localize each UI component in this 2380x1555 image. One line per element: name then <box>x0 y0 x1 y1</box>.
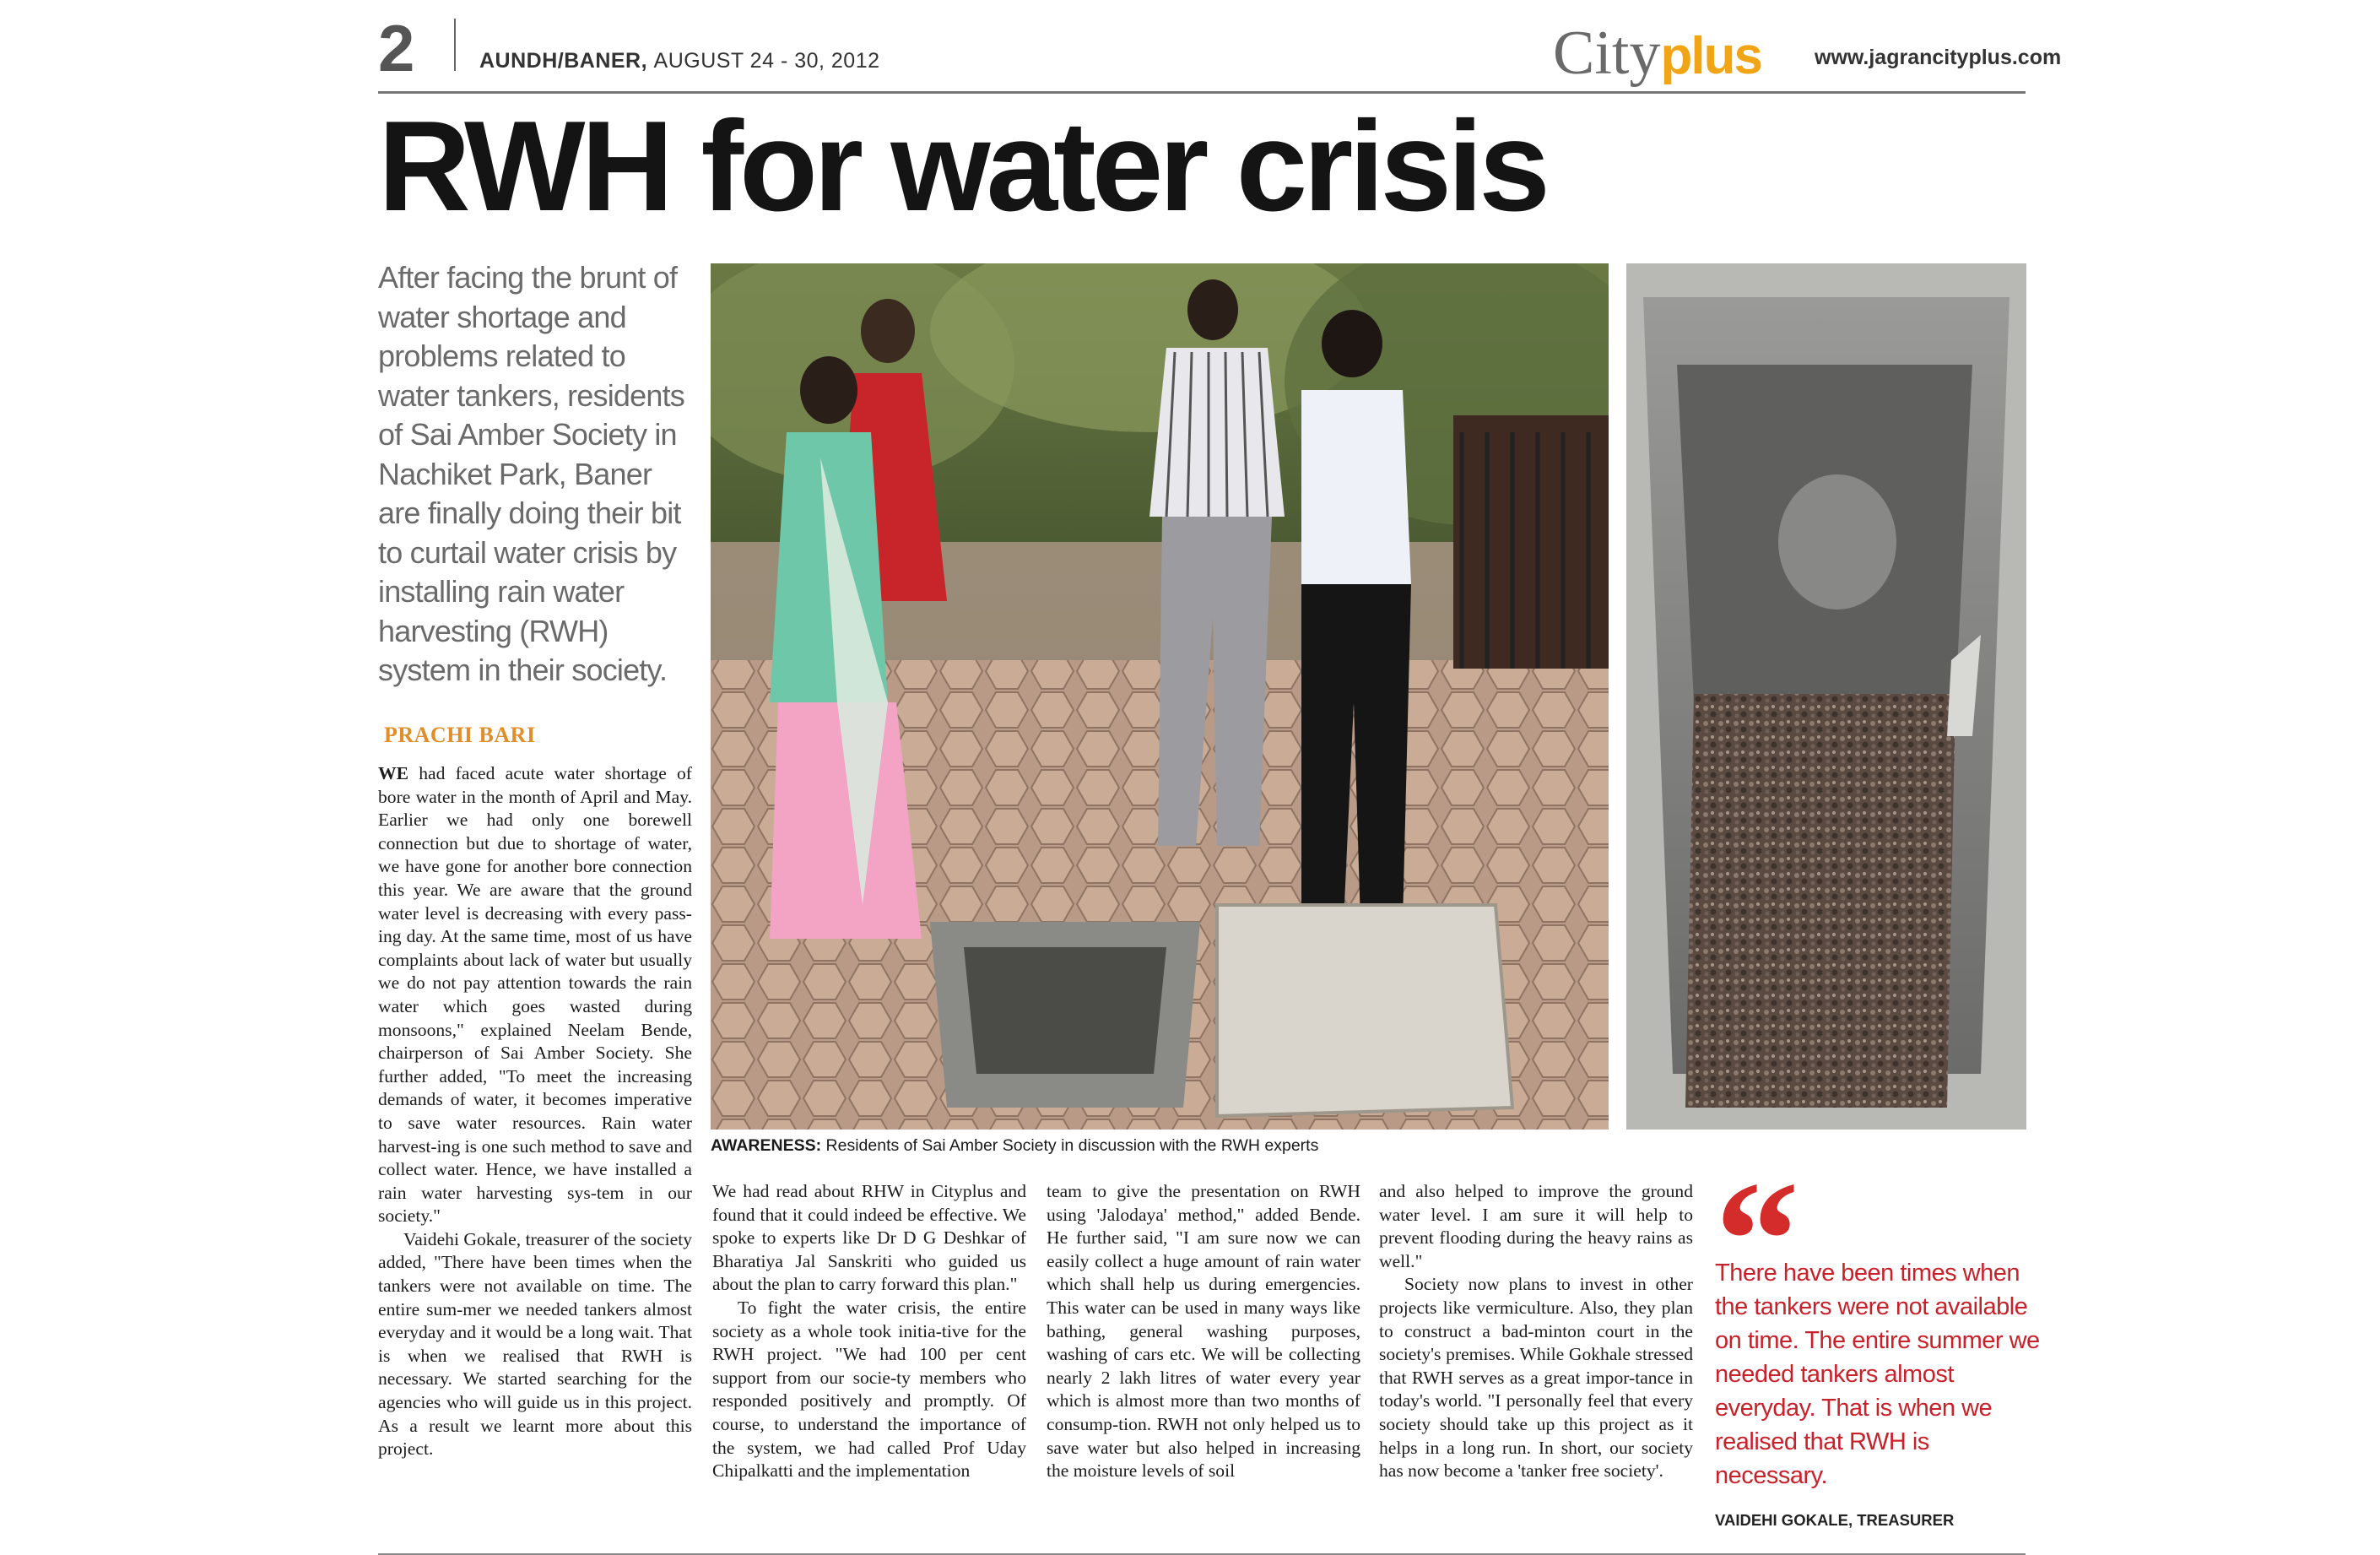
pull-quote-attribution: VAIDEHI GOKALE, TREASURER <box>1715 1511 1955 1529</box>
pull-quote: There have been times when the tankers were not available on time. The entire summer we needed tankers almost everyday. That is when we realised that RWH is necessary. <box>1715 1260 2040 1489</box>
paragraph <box>378 762 692 1228</box>
cityplus-logo <box>1553 19 1761 88</box>
paragraph: team to give the presentation on RWH using 'Jalodaya' method," added Bende. He further said, "I am sure now we can easily collect a huge amount of rain water which shall help us during emergencies. This water can be used in many ways like bathing, general washing purposes, washing of cars etc. We will be collecting nearly 2 lakh litres of water every year which is almost more than two months of consump-tion. RWH not only helped us to save water but also helped in increasing the moisture levels of soil <box>1047 1181 1360 1482</box>
main-photo <box>711 263 1609 1130</box>
page-number: 2 <box>378 11 415 85</box>
body-column-3 <box>1047 1180 1360 1483</box>
paragraph: We had read about RHW in Cityplus and found that it could indeed be effective. We spoke to experts like Dr D G Deshkar of Bharatiya Jal Sanskriti who guided us about the plan to carry forward this plan." <box>712 1181 1026 1295</box>
quote-mark-icon: “ <box>1715 1147 1799 1334</box>
headline: RWH for water crisis <box>378 95 1546 238</box>
website-url: www.jagrancityplus.com <box>1815 46 2062 69</box>
masthead-divider <box>454 19 456 71</box>
paragraph: and also helped to improve the ground water level. I am sure it will help to prevent flooding during the heavy rains as well." <box>1379 1181 1693 1271</box>
body-column-2 <box>712 1180 1026 1483</box>
edition-name: AUNDH/BANER, <box>479 49 648 73</box>
caption-text: Residents of Sai Amber Society in discussion with the RWH experts <box>825 1136 1319 1155</box>
edition-dateline <box>479 49 880 73</box>
paragraph: Vaidehi Gokale, treasurer of the society added, "There have been times when the tankers were not available on time. The entire sum-mer we needed tankers almost everyday and it would be a long wait. That is when we realised that RWH is necessary. We started searching for the agencies who will guide us in this project. As a result we learnt more about this project. <box>378 1228 692 1460</box>
lead-word: WE <box>378 763 408 783</box>
edition-date: AUGUST 24 - 30, 2012 <box>653 49 880 73</box>
standfirst: After facing the brunt of water shortage and problems related to water tankers, residents of Sai Amber Society in Nachiket Park, Baner are finally doing their bit to curtail water crisis by installing rain water harvesting (RWH) system in their society. <box>378 260 684 687</box>
paragraph: To fight the water crisis, the entire society as a whole took initia-tive for the RWH project. "We had 100 per cent support from our socie-ty members who responded positively and promptly. Of course, to understand the importance of the system, we had called Prof Uday Chipalkatti and the implementation <box>712 1297 1026 1482</box>
body-column-4 <box>1379 1180 1693 1483</box>
paragraph: Society now plans to invest in other projects like vermiculture. Also, they plan to construct a bad-minton court in the society's premises. While Gokhale stressed that RWH serves as a great impor-tance in today's world. "I personally feel that every society should take up this project as it helps in a long run. In short, our society has now become a 'tanker free society'. <box>1379 1274 1693 1482</box>
logo-city-text: City <box>1553 19 1661 88</box>
body-column-1 <box>378 762 692 1461</box>
byline: PRACHI BARI <box>384 723 536 747</box>
photo-caption <box>711 1136 1318 1156</box>
logo-plus-text: plus <box>1660 27 1761 85</box>
caption-label: AWARENESS: <box>711 1136 822 1155</box>
pit-photo <box>1626 263 2026 1130</box>
photo-rwh-filter-pit <box>1626 263 2026 1130</box>
paragraph-text: had faced acute water shortage of bore water in the month of April and May. Earlier we had only one borewell connection but due to shortage of water, we have gone for another bore connection this year. We are aware that the ground water level is decreasing with every pass-ing day. At the same time, most of us have complaints about lack of water but usually we do not pay attention towards the rain water which goes wasted during monsoons," explained Neelam Bende, chairperson of Sai Amber Society. She further added, "To meet the increasing demands of water, it becomes imperative to save water resources. Rain water harvest-ing is one such method to save and collect water. Hence, we have installed a rain water harvesting sys-tem in our society." <box>378 763 692 1227</box>
photo-residents-discussion <box>711 263 1609 1130</box>
top-rule <box>378 91 2026 94</box>
